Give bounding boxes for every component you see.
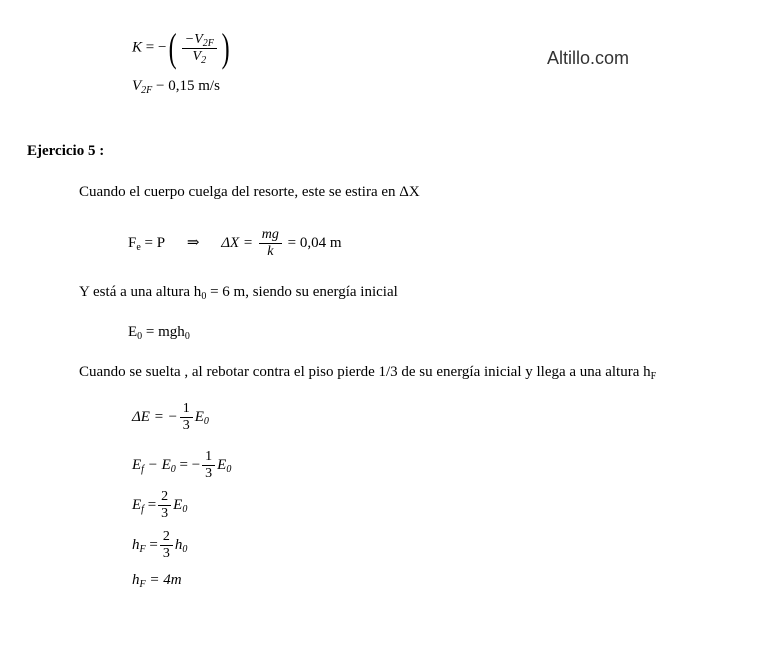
equals-sign: = [145, 39, 155, 56]
left-paren: ( [169, 25, 178, 70]
equation-hf: $h_F$ = $\frac{2}{3}$ $h_0$ [132, 529, 188, 561]
right-paren: ) [221, 25, 230, 70]
paragraph-2: Y está a una altura $h_0 = 6$ m, siendo su energía inicial [79, 284, 398, 302]
fraction: $\frac{mg}{k}$ [259, 228, 282, 259]
fraction-numerator: $-V_{2F}$ [182, 33, 217, 49]
equation-e0: $E_0 = mgh_0$ [128, 324, 190, 342]
equation-k [132, 25, 232, 70]
implies-arrow: ⇒ [186, 234, 200, 251]
fraction [182, 33, 217, 64]
equation-fe: $F_e = P$ ⇒ ΔX = $\frac{mg}{k}$ = 0,04 m [128, 227, 342, 259]
fraction-denominator: $V_2$ [192, 48, 207, 66]
exercise-heading: Ejercicio 5 : [27, 143, 105, 159]
k-symbol: K [132, 39, 143, 56]
paragraph-1: Cuando el cuerpo cuelga del resorte, este se estira en ΔX [79, 184, 420, 200]
equation-v2f: $V_{2F} - 0,15$ m/s [132, 78, 220, 96]
equation-delta-e: ΔE = − $\frac{1}{3}$ $E_0$ [132, 401, 209, 433]
paragraph-3: Cuando se suelta , al rebotar contra el piso pierde 1/3 de su energía inicial y llega a una altura $h_F$ [79, 364, 657, 382]
equation-hf-result: $h_F = 4m$ [132, 572, 182, 590]
minus-sign: − [157, 39, 167, 56]
equation-ef: $E_f$ = $\frac{2}{3}$ $E_0$ [132, 489, 188, 521]
equation-ef-minus-e0: $E_f - E_0$ = − $\frac{1}{3}$ $E_0$ [132, 449, 232, 481]
watermark-text: Altillo.com [547, 48, 630, 68]
